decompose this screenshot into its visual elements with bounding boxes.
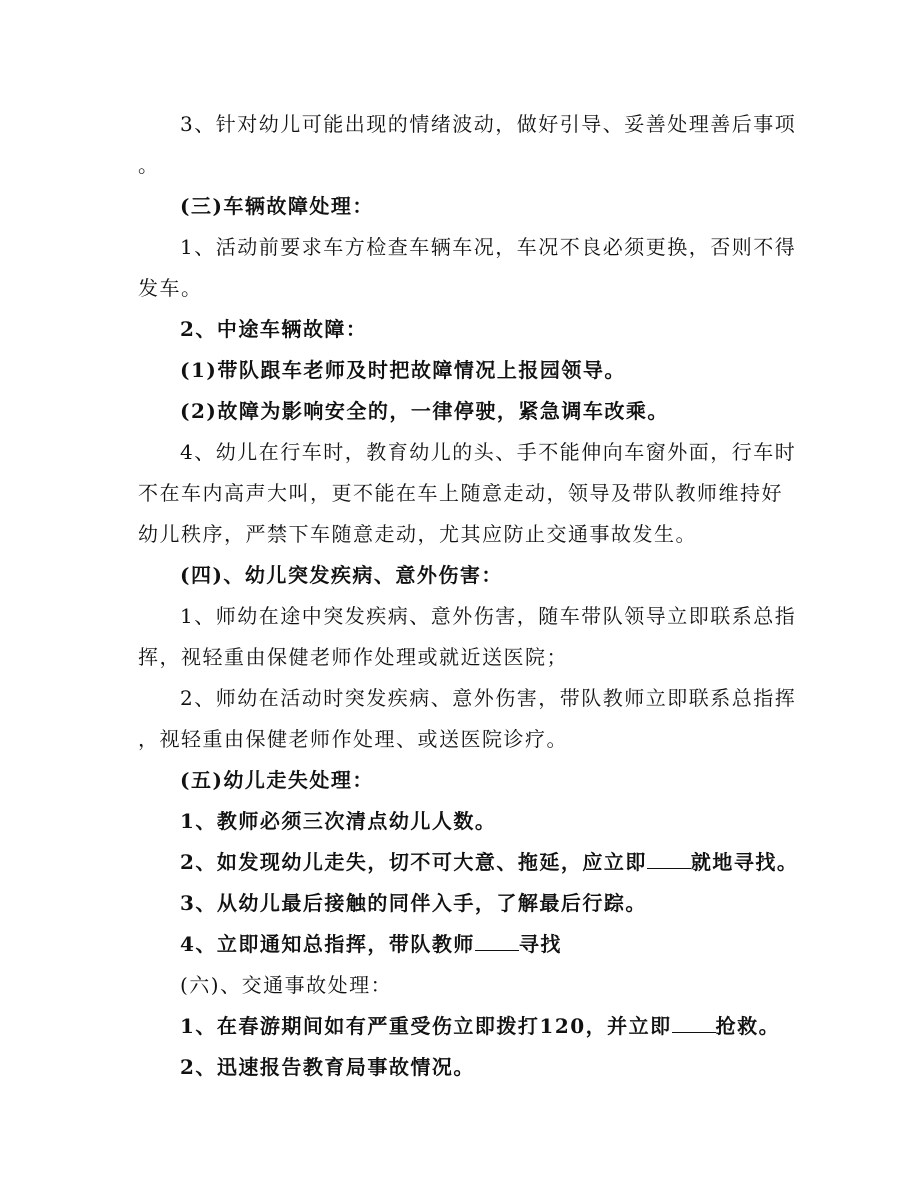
paragraph-line (0, 397, 920, 425)
section-heading (0, 971, 920, 999)
text-span: 1、活动前要求车方检查车辆车况，车况不良必须更换，否则不得 (180, 235, 797, 259)
paragraph-line (0, 520, 920, 548)
text-span: 2、迅速报告教育局事故情况。 (180, 1055, 475, 1079)
text-span: 3、从幼儿最后接触的同伴入手，了解最后行踪。 (180, 891, 647, 915)
text-span: 幼儿秩序，严禁下车随意走动，尤其应防止交通事故发生。 (138, 522, 697, 546)
text-span: 2、中途车辆故障： (180, 317, 368, 341)
text-span: (2)故障为影响安全的，一律停驶，紧急调车改乘。 (180, 399, 669, 423)
section-heading (0, 766, 920, 794)
text-span: (三)车辆故障处理： (180, 194, 374, 218)
text-span: 4、幼儿在行车时，教育幼儿的头、手不能伸向车窗外面，行车时 (180, 440, 797, 464)
paragraph-line (0, 274, 920, 302)
paragraph-line (0, 233, 920, 261)
text-span: 2、师幼在活动时突发疾病、意外伤害，带队教师立即联系总指挥 (180, 686, 797, 710)
text-span: 2、如发现幼儿走失，切不可大意、拖延，应立即 (180, 850, 647, 874)
paragraph-line (0, 151, 920, 179)
paragraph-line (0, 438, 920, 466)
paragraph-line (0, 930, 920, 958)
text-span: (四)、幼儿突发疾病、意外伤害： (180, 563, 503, 587)
paragraph-line (0, 643, 920, 671)
paragraph-line (0, 848, 920, 876)
text-span: 不在车内高声大叫，更不能在车上随意走动，领导及带队教师维持好 (138, 481, 783, 505)
fill-in-blank (672, 1014, 716, 1033)
text-span: (六)、交通事故处理： (180, 973, 393, 997)
text-span: 寻找 (518, 932, 562, 956)
text-span: (1)带队跟车老师及时把故障情况上报园领导。 (180, 358, 626, 382)
paragraph-line (0, 1012, 920, 1040)
text-span: 发车。 (138, 276, 203, 300)
paragraph-line (0, 479, 920, 507)
text-span: 1、教师必须三次清点幼儿人数。 (180, 809, 497, 833)
paragraph-line (0, 725, 920, 753)
fill-in-blank (475, 932, 519, 951)
paragraph-line (0, 1053, 920, 1081)
text-span: 4、立即通知总指挥，带队教师 (180, 932, 475, 956)
text-span: 挥，视轻重由保健老师作处理或就近送医院； (138, 645, 568, 669)
text-span: 3、针对幼儿可能出现的情绪波动，做好引导、妥善处理善后事项 (180, 112, 797, 136)
text-span: ，视轻重由保健老师作处理、或送医院诊疗。 (138, 727, 568, 751)
paragraph-line (0, 602, 920, 630)
text-span: (五)幼儿走失处理： (180, 768, 374, 792)
paragraph-line (0, 807, 920, 835)
text-span: 就地寻找。 (690, 850, 799, 874)
text-span: 抢救。 (715, 1014, 781, 1038)
paragraph-line (0, 110, 920, 138)
paragraph-line (0, 889, 920, 917)
paragraph-line (0, 356, 920, 384)
paragraph-line (0, 684, 920, 712)
text-span: 1、在春游期间如有严重受伤立即拨打120，并立即 (180, 1014, 672, 1038)
section-heading (0, 561, 920, 589)
paragraph-line (0, 315, 920, 343)
section-heading (0, 192, 920, 220)
text-span: 。 (138, 153, 160, 177)
fill-in-blank (647, 850, 691, 869)
text-span: 1、师幼在途中突发疾病、意外伤害，随车带队领导立即联系总指 (180, 604, 797, 628)
